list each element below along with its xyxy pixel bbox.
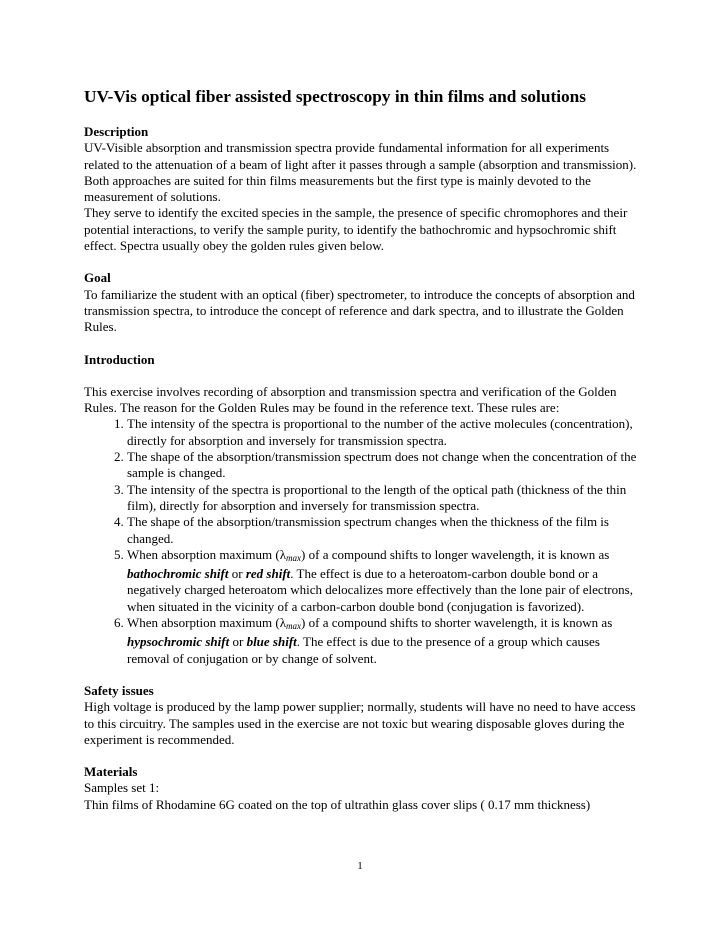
description-paragraph-2: They serve to identify the excited species in the sample, the presence of specific chromophores and their potential interactions, to verify the sample purity, to identify the bathochromic and hypsochromic shift effect. Spectra usually obey the golden rules given below. bbox=[84, 205, 628, 254]
golden-rules-list bbox=[84, 416, 644, 666]
materials-line-2: Thin films of Rhodamine 6G coated on the top of ultrathin glass cover slips ( 0.17 mm thickness) bbox=[84, 796, 591, 812]
rule-5-text-c: or bbox=[228, 566, 246, 582]
goal-heading: Goal bbox=[84, 270, 111, 286]
golden-rule-1: 1. The intensity of the spectra is proportional to the number of the active molecules (concentration), directly for absorption and inversely for transmission spectra. bbox=[127, 416, 644, 449]
blue-shift-term: blue shift bbox=[246, 634, 297, 650]
rule-6-text-d: . The effect is due to the presence of a group which causes removal of conjugation or by change of solvent. bbox=[127, 634, 600, 666]
rule-6-text-b: ) of a compound shifts to shorter wavelength, it is known as bbox=[301, 615, 613, 631]
introduction-paragraph: This exercise involves recording of absorption and transmission spectra and verification of the Golden Rules. The reason for the Golden Rules may be found in the reference text. These rules are: bbox=[84, 383, 617, 416]
golden-rule-2: 2. The shape of the absorption/transmission spectrum does not change when the concentration of the sample is changed. bbox=[127, 449, 644, 482]
safety-heading: Safety issues bbox=[84, 682, 154, 698]
safety-paragraph: High voltage is produced by the lamp power supplier; normally, students will have no need to have access to this circuitry. The samples used in the exercise are not toxic but wearing disposable gloves during the experiment is recommended. bbox=[84, 699, 636, 747]
golden-rule-5 bbox=[127, 547, 644, 615]
introduction-heading: Introduction bbox=[84, 351, 155, 367]
hypsochromic-shift-term: hypsochromic shift bbox=[127, 634, 230, 650]
materials-line-1: Samples set 1: bbox=[84, 780, 160, 796]
materials-heading: Materials bbox=[84, 764, 138, 780]
document-body bbox=[84, 86, 644, 813]
red-shift-term: red shift bbox=[245, 566, 291, 582]
rule-6-text-c: or bbox=[229, 634, 247, 650]
page-number: 1 bbox=[357, 860, 363, 872]
description-paragraph-1: UV-Visible absorption and transmission spectra provide fundamental information for all experiments related to the attenuation of a beam of light after it passes through a sample (absorption and transmission). Both approaches are suited for thin films measurements but the first type is mainly devoted to the measurement of solutions. bbox=[84, 140, 637, 205]
rule-5-text-d: . The effect is due to a heteroatom-carbon double bond or a negatively charged heteroatom which delocalizes more effectively than the lone pair of electrons, when situated in the vicinity of a carbon-carbon double bond (conjugation is favorized). bbox=[127, 566, 633, 614]
rule-5-text-a: When absorption maximum (λ bbox=[127, 546, 287, 562]
golden-rule-3: 3. The intensity of the spectra is proportional to the length of the optical path (thickness of the thin film), directly for absorption and inversely for transmission spectra. bbox=[127, 482, 644, 515]
rule-6-text-a: When absorption maximum (λ bbox=[127, 615, 287, 631]
lambda-max-subscript: max bbox=[286, 621, 302, 632]
golden-rule-4: 4. The shape of the absorption/transmission spectrum changes when the thickness of the film is changed. bbox=[127, 514, 644, 547]
rule-5-text-b: ) of a compound shifts to longer wavelength, it is known as bbox=[301, 546, 610, 562]
goal-paragraph: To familiarize the student with an optical (fiber) spectrometer, to introduce the concepts of absorption and transmission spectra, to introduce the concept of reference and dark spectra, and to illustrate the Golden Rules. bbox=[84, 286, 635, 335]
document-title: UV-Vis optical fiber assisted spectroscopy in thin films and solutions bbox=[84, 87, 587, 106]
description-heading: Description bbox=[84, 124, 149, 139]
lambda-max-subscript: max bbox=[286, 552, 302, 563]
bathochromic-shift-term: bathochromic shift bbox=[127, 566, 229, 582]
golden-rule-6 bbox=[127, 615, 644, 667]
